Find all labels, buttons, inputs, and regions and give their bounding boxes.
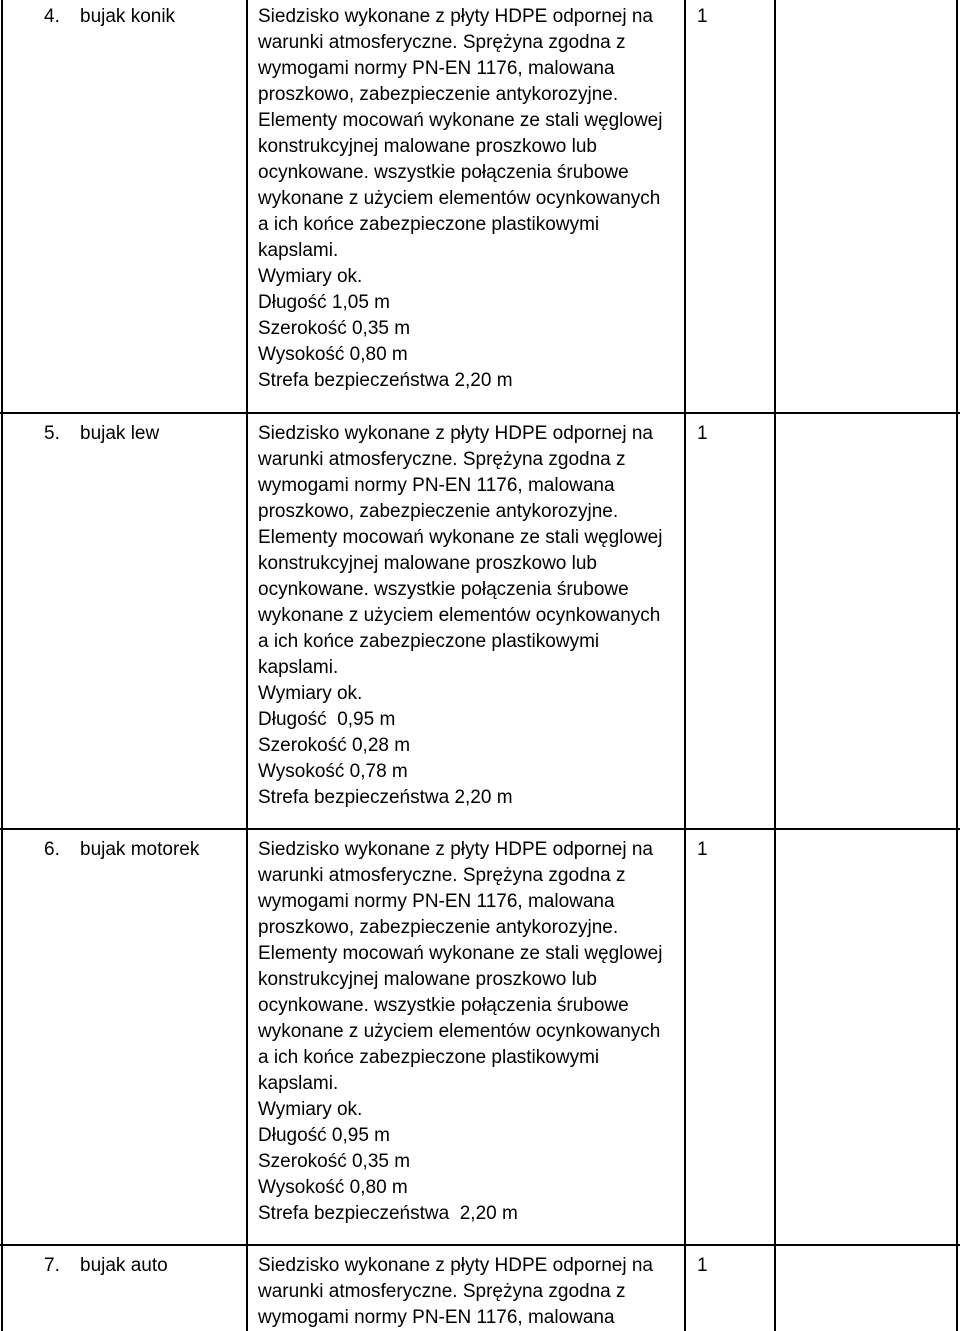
description-line: konstrukcyjnej malowane proszkowo lub (258, 553, 597, 574)
product-name: bujak lew (80, 423, 160, 444)
description-line: proszkowo, zabezpieczenie antykorozyjne. (258, 84, 619, 105)
description-line: Wymiary ok. (258, 266, 363, 287)
product-name: bujak konik (80, 6, 176, 27)
description-line: Szerokość 0,35 m (258, 1151, 411, 1172)
description-line: kapslami. (258, 240, 339, 261)
description-line: wymogami normy PN-EN 1176, malowana (258, 58, 615, 79)
description-line: Elementy mocowań wykonane ze stali węglowej (258, 943, 663, 964)
description-line: Długość 0,95 m (258, 1125, 391, 1146)
row-number: 6. (44, 839, 60, 860)
quantity: 1 (697, 423, 708, 444)
description-line: wykonane z użyciem elementów ocynkowanych (258, 1021, 661, 1042)
description-line: wykonane z użyciem elementów ocynkowanych (258, 188, 661, 209)
column-divider-extra-1 (774, 0, 776, 1331)
description-line: ocynkowane. wszystkie połączenia śrubowe (258, 579, 629, 600)
description-line: Siedzisko wykonane z płyty HDPE odpornej na (258, 6, 653, 27)
description-line: proszkowo, zabezpieczenie antykorozyjne. (258, 917, 619, 938)
description-line: Siedzisko wykonane z płyty HDPE odpornej na (258, 423, 653, 444)
description-line: a ich końce zabezpieczone plastikowymi (258, 214, 600, 235)
description-line: warunki atmosferyczne. Sprężyna zgodna z (258, 449, 626, 470)
description-line: konstrukcyjnej malowane proszkowo lub (258, 136, 597, 157)
quantity: 1 (697, 839, 708, 860)
description-line: Długość 0,95 m (258, 709, 396, 730)
description-line: warunki atmosferyczne. Sprężyna zgodna z (258, 865, 626, 886)
description-line: Elementy mocowań wykonane ze stali węglowej (258, 527, 663, 548)
row-divider-1 (0, 412, 960, 414)
description-line: Siedzisko wykonane z płyty HDPE odpornej na (258, 1255, 653, 1276)
product-name: bujak auto (80, 1255, 168, 1276)
description-line: ocynkowane. wszystkie połączenia śrubowe (258, 162, 629, 183)
description-line: a ich końce zabezpieczone plastikowymi (258, 1047, 600, 1068)
description-line: kapslami. (258, 1073, 339, 1094)
description-line: kapslami. (258, 657, 339, 678)
description-line: wymogami normy PN-EN 1176, malowana (258, 891, 615, 912)
description-line: wykonane z użyciem elementów ocynkowanych (258, 605, 661, 626)
description-line: Wymiary ok. (258, 1099, 363, 1120)
description-line: Szerokość 0,35 m (258, 318, 411, 339)
row-number: 7. (44, 1255, 60, 1276)
description-line: konstrukcyjnej malowane proszkowo lub (258, 969, 597, 990)
description-line: Strefa bezpieczeństwa 2,20 m (258, 370, 513, 391)
description-line: wymogami normy PN-EN 1176, malowana (258, 475, 615, 496)
table-border-right (956, 0, 958, 1331)
description-line: Strefa bezpieczeństwa 2,20 m (258, 787, 513, 808)
description-line: Strefa bezpieczeństwa 2,20 m (258, 1203, 518, 1224)
row-number: 5. (44, 423, 60, 444)
product-description (258, 837, 662, 1227)
description-line: ocynkowane. wszystkie połączenia śrubowe (258, 995, 629, 1016)
row-divider-2 (0, 828, 960, 830)
description-line: wymogami normy PN-EN 1176, malowana (258, 1307, 615, 1328)
product-name: bujak motorek (80, 839, 200, 860)
product-description (258, 4, 662, 394)
product-description (258, 421, 662, 811)
row-number: 4. (44, 6, 60, 27)
column-divider-name (246, 0, 248, 1331)
description-line: warunki atmosferyczne. Sprężyna zgodna z (258, 1281, 626, 1302)
description-line: Wysokość 0,80 m (258, 344, 408, 365)
column-divider-quantity (684, 0, 686, 1331)
description-line: Długość 1,05 m (258, 292, 391, 313)
quantity: 1 (697, 1255, 708, 1276)
description-line: warunki atmosferyczne. Sprężyna zgodna z (258, 32, 626, 53)
description-line: a ich końce zabezpieczone plastikowymi (258, 631, 600, 652)
description-line: Wysokość 0,80 m (258, 1177, 408, 1198)
description-line: Elementy mocowań wykonane ze stali węglowej (258, 110, 663, 131)
description-line: Wymiary ok. (258, 683, 363, 704)
row-divider-3 (0, 1244, 960, 1246)
description-line: proszkowo, zabezpieczenie antykorozyjne. (258, 501, 619, 522)
table-border-left (1, 0, 3, 1331)
product-description (258, 1253, 653, 1331)
description-line: Wysokość 0,78 m (258, 761, 408, 782)
description-line: Szerokość 0,28 m (258, 735, 411, 756)
description-line: Siedzisko wykonane z płyty HDPE odpornej na (258, 839, 653, 860)
quantity: 1 (697, 6, 708, 27)
